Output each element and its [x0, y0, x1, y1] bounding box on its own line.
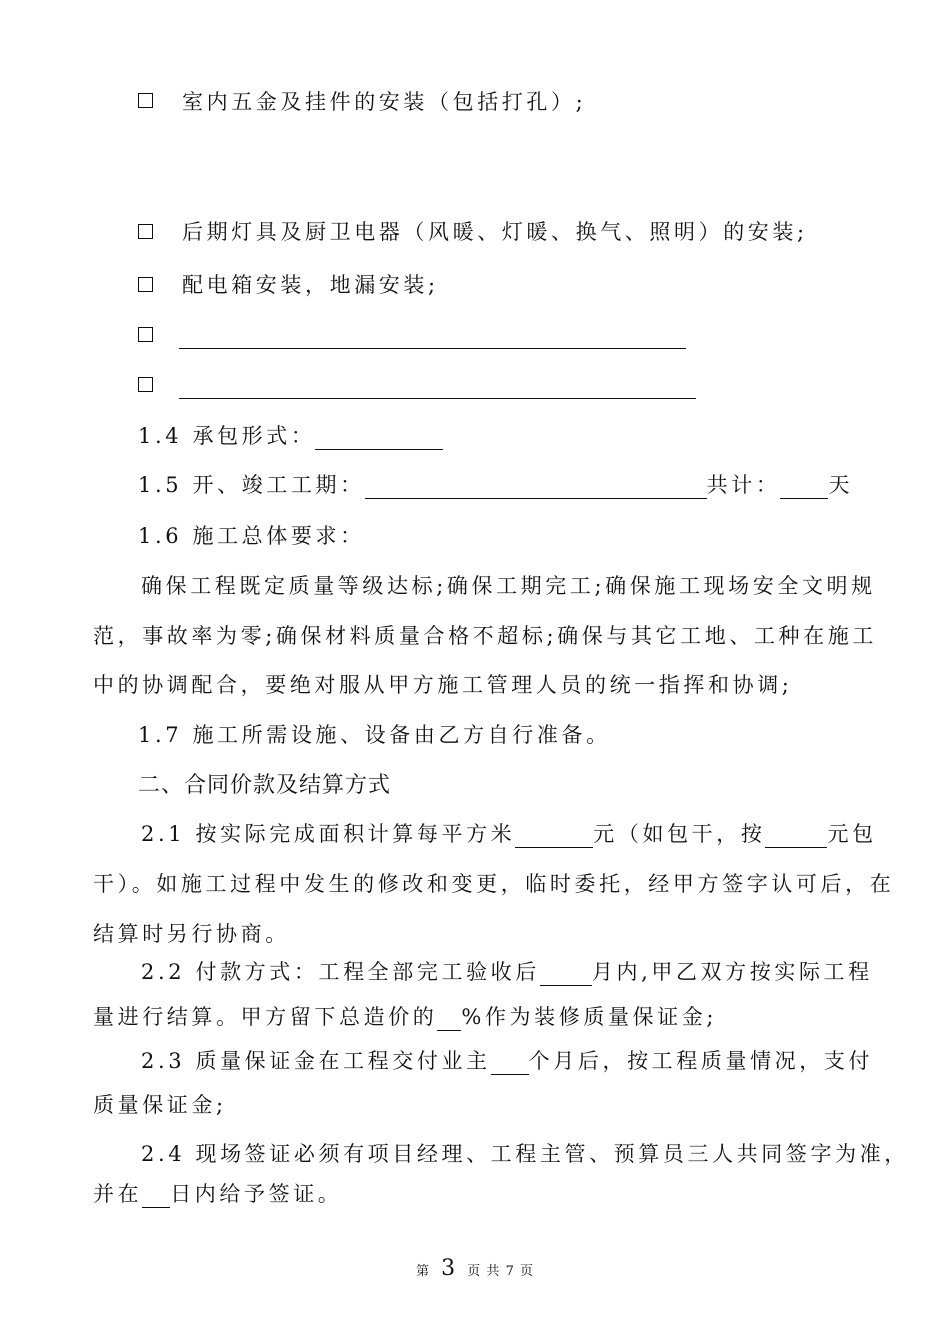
- checkbox-2[interactable]: [138, 224, 153, 239]
- checkbox-5[interactable]: [138, 377, 153, 392]
- clause-2-1-text-c: 元包: [827, 822, 877, 846]
- checklist-item-2: 后期灯具及厨卫电器（风暖、灯暖、换气、照明）的安装;: [182, 220, 808, 244]
- footer-prefix: 第: [415, 1264, 430, 1279]
- checklist-item-3: 配电箱安装，地漏安装;: [182, 273, 439, 297]
- checkbox-1[interactable]: [138, 93, 153, 108]
- section-2-heading: 二、合同价款及结算方式: [138, 773, 392, 798]
- clause-2-1-line-1: [141, 820, 877, 848]
- clause-1-4: [138, 422, 443, 450]
- clause-2-1-text-a: 2.1 按实际完成面积计算每平方米: [141, 822, 516, 846]
- payment-months-blank[interactable]: [540, 963, 592, 986]
- clause-2-2-line-1: [141, 958, 873, 986]
- retention-percent-blank[interactable]: [437, 1008, 461, 1031]
- clause-2-4-line-2: [93, 1180, 342, 1208]
- clause-1-5: [138, 471, 853, 499]
- checklist-item-1: 室内五金及挂件的安装（包括打孔）;: [182, 90, 587, 114]
- clause-2-2-line-2: [93, 1003, 717, 1031]
- clause-2-4-text-a: 并在: [93, 1182, 143, 1206]
- clause-1-4-label: 1.4 承包形式：: [138, 424, 316, 448]
- clause-2-2-text-a: 2.2 付款方式：工程全部完工验收后: [141, 960, 540, 984]
- clause-2-1-text-b: 元（如包干，按: [593, 822, 766, 846]
- clause-2-1-line-2: 干）。如施工过程中发生的修改和变更，临时委托，经甲方签字认可后，在: [93, 872, 895, 896]
- footer-suffix: 页: [519, 1264, 534, 1279]
- clause-1-6-label: 1.6 施工总体要求：: [138, 524, 365, 548]
- clause-2-4-text-b: 日内给予签证。: [170, 1182, 343, 1206]
- clause-1-6-line-1: 确保工程既定质量等级达标;确保工期完工;确保施工现场安全文明规: [141, 574, 876, 598]
- checklist-blank-4: [179, 348, 686, 349]
- clause-2-2-text-c: 量进行结算。甲方留下总造价的: [93, 1005, 438, 1029]
- days-blank[interactable]: [780, 476, 828, 499]
- clause-2-2-text-b: 月内,甲乙双方按实际工程: [591, 960, 873, 984]
- lump-sum-blank[interactable]: [765, 825, 827, 848]
- days-unit: 天: [828, 473, 854, 497]
- clause-2-3-text-b: 个月后，按工程质量情况，支付: [528, 1049, 874, 1073]
- clause-1-6-line-2: 范，事故率为零;确保材料质量合格不超标;确保与其它工地、工种在施工: [93, 624, 877, 648]
- clause-1-6-line-3: 中的协调配合，要绝对服从甲方施工管理人员的统一指挥和协调;: [93, 673, 793, 697]
- clause-2-3-line-2: 质量保证金;: [93, 1093, 227, 1117]
- clause-2-4-line-1: 2.4 现场签证必须有项目经理、工程主管、预算员三人共同签字为准，: [141, 1142, 909, 1166]
- page-number: 3: [441, 1256, 457, 1281]
- footer-middle: 页 共: [467, 1264, 501, 1279]
- contract-form-blank[interactable]: [315, 427, 443, 450]
- total-pages: 7: [505, 1264, 515, 1279]
- period-blank[interactable]: [365, 476, 707, 499]
- checkbox-3[interactable]: [138, 277, 153, 292]
- clause-2-1-line-3: 结算时另行协商。: [93, 922, 290, 946]
- checklist-blank-5: [179, 398, 696, 399]
- page-footer: [0, 1256, 950, 1281]
- total-label: 共计：: [706, 473, 781, 497]
- unit-price-blank[interactable]: [515, 825, 593, 848]
- sign-days-blank[interactable]: [142, 1185, 170, 1208]
- checkbox-4[interactable]: [138, 327, 153, 342]
- warranty-months-blank[interactable]: [491, 1052, 529, 1075]
- clause-2-3-text-a: 2.3 质量保证金在工程交付业主: [141, 1049, 491, 1073]
- clause-2-3-line-1: [141, 1047, 873, 1075]
- clause-2-2-text-d: %作为装修质量保证金;: [461, 1005, 718, 1029]
- clause-1-7: 1.7 施工所需设施、设备由乙方自行准备。: [138, 723, 611, 747]
- clause-1-5-label: 1.5 开、竣工工期：: [138, 473, 365, 497]
